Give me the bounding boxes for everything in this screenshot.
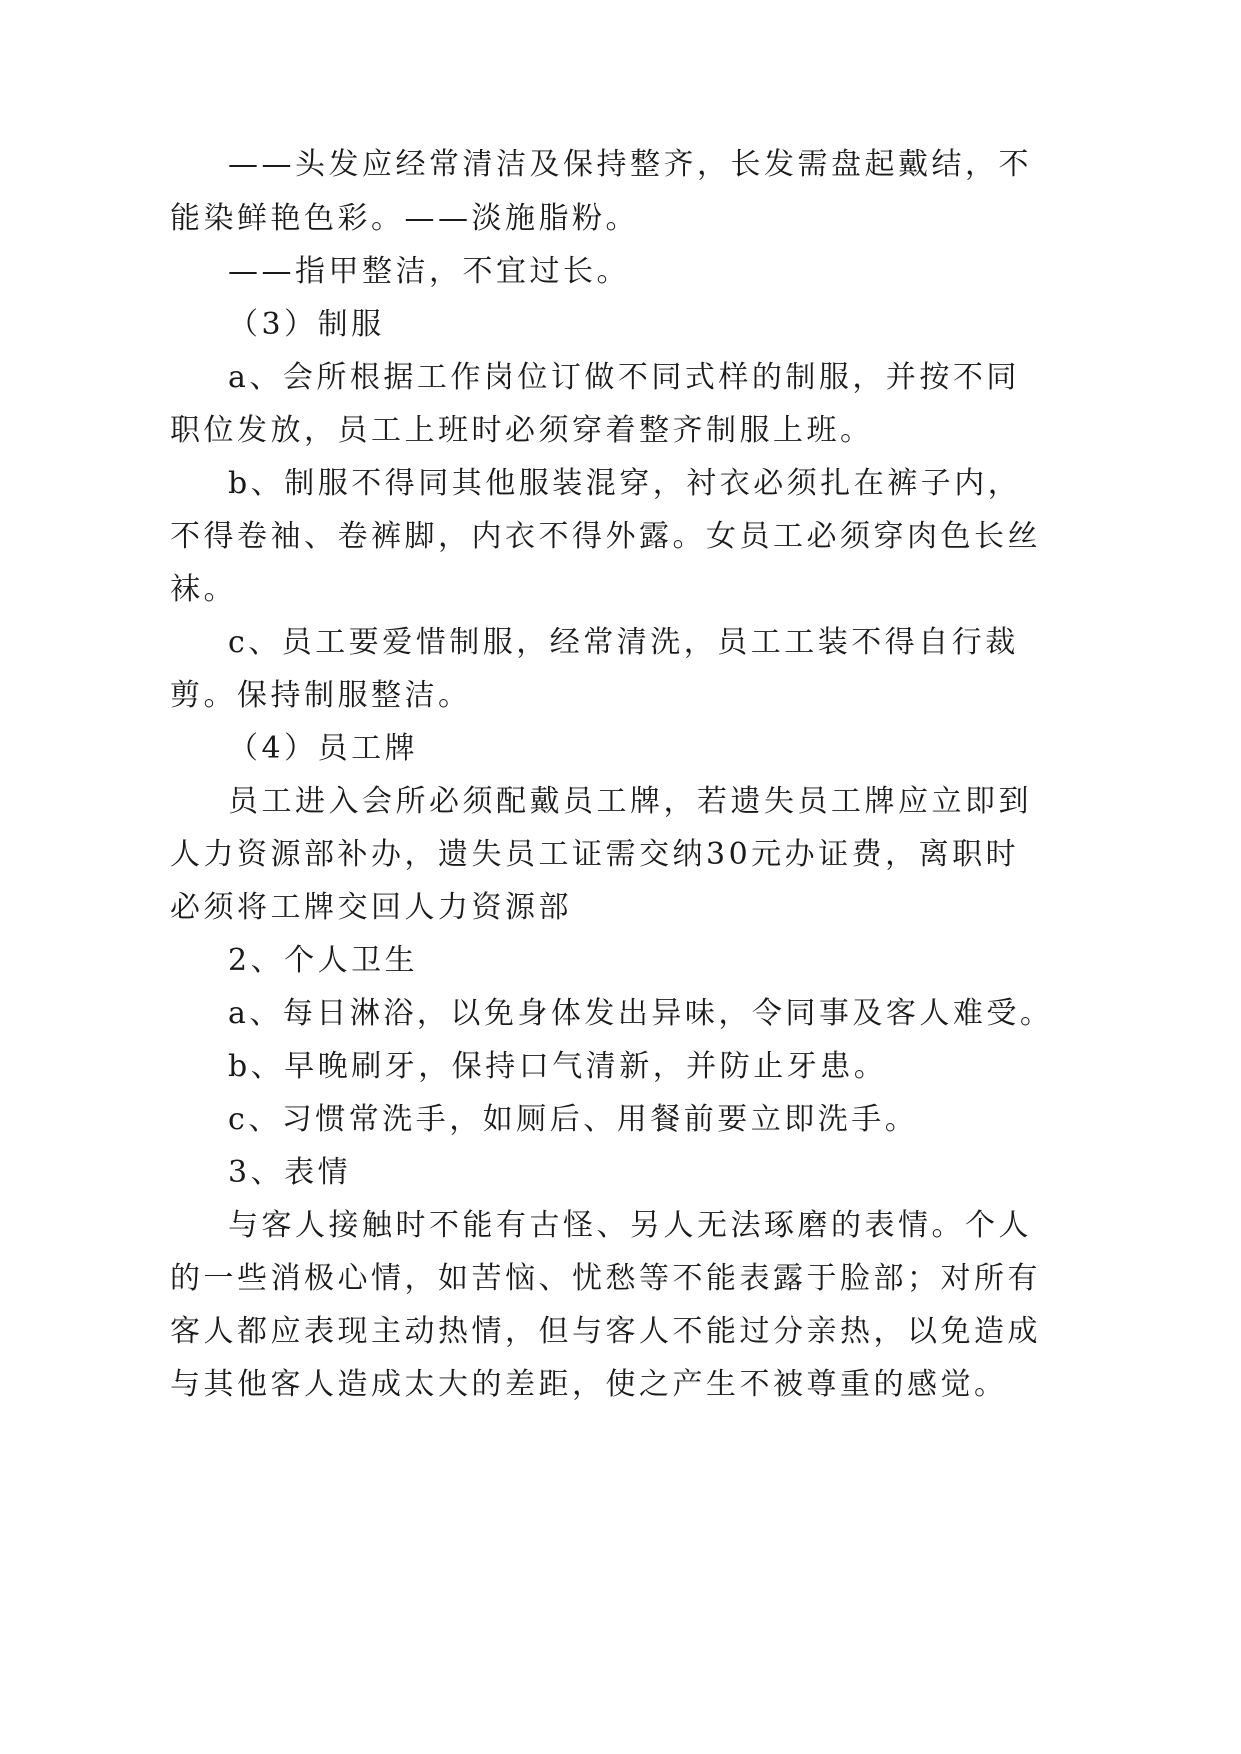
text-line-expression-cont1: 的一些消极心情，如苦恼、忧愁等不能表露于脸部；对所有: [170, 1261, 1041, 1296]
text-line-expression: 与客人接触时不能有古怪、另人无法琢磨的表情。个人: [228, 1208, 1032, 1243]
text-line-uniform-a: a、会所根据工作岗位订做不同式样的制服，并按不同: [228, 360, 1020, 395]
text-line-expression-cont2: 客人都应表现主动热情，但与客人不能过分亲热，以免造成: [170, 1314, 1041, 1349]
heading-hygiene: 2、个人卫生: [228, 943, 419, 978]
text-line-badge: 员工进入会所必须配戴员工牌，若遗失员工牌应立即到: [228, 784, 1032, 819]
text-line-expression-cont3: 与其他客人造成太大的差距，使之产生不被尊重的感觉。: [170, 1367, 1008, 1402]
text-line-hygiene-a: a、每日淋浴，以免身体发出异味，令同事及客人难受。: [228, 996, 1054, 1031]
text-line-uniform-b-cont: 不得卷袖、卷裤脚，内衣不得外露。女员工必须穿肉色长丝: [170, 519, 1041, 554]
text-line-hair: ——头发应经常清洁及保持整齐，长发需盘起戴结，不: [228, 147, 1032, 182]
text-line-hygiene-c: c、习惯常洗手，如厕后、用餐前要立即洗手。: [228, 1102, 919, 1137]
text-line-uniform-a-cont: 职位发放，员工上班时必须穿着整齐制服上班。: [170, 413, 874, 448]
heading-badge: （4）员工牌: [228, 731, 419, 766]
text-line-badge-cont: 人力资源部补办，遗失员工证需交纳30元办证费，离职时: [170, 837, 1020, 872]
text-line-uniform-c: c、员工要爱惜制服，经常清洗，员工工装不得自行裁: [228, 625, 1019, 660]
text-line-nails: ——指甲整洁，不宜过长。: [228, 254, 630, 289]
heading-expression: 3、表情: [228, 1155, 352, 1190]
heading-uniform: （3）制服: [228, 307, 385, 342]
text-line-badge-end: 必须将工牌交回人力资源部: [170, 890, 572, 925]
text-line-hair-cont: 能染鲜艳色彩。——淡施脂粉。: [170, 201, 639, 236]
text-line-uniform-c-cont: 剪。保持制服整洁。: [170, 678, 472, 713]
text-line-uniform-b-end: 袜。: [170, 572, 237, 607]
text-line-hygiene-b: b、早晚刷牙，保持口气清新，并防止牙患。: [228, 1049, 888, 1084]
text-line-uniform-b: b、制服不得同其他服装混穿，衬衣必须扎在裤子内，: [228, 466, 1022, 501]
